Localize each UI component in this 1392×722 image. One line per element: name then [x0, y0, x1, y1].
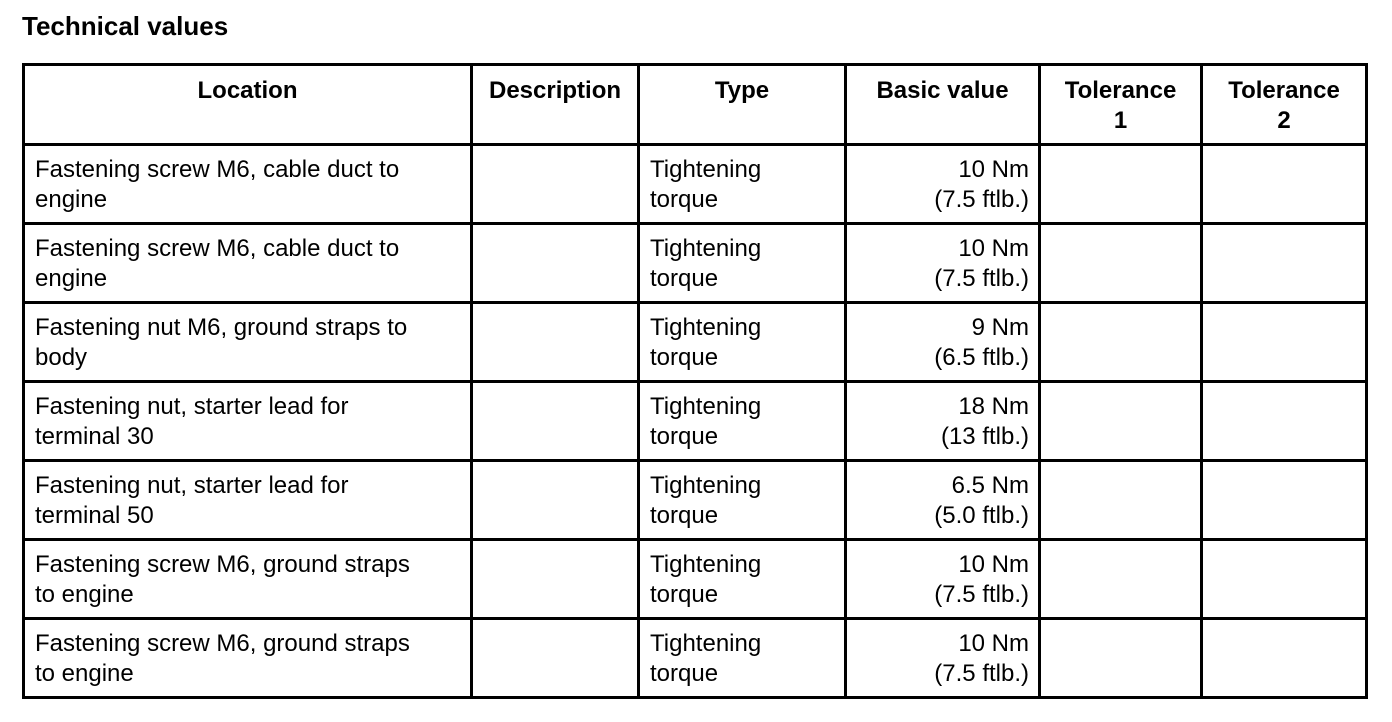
- location-cell: [24, 461, 472, 540]
- type-line-1: Tightening: [650, 314, 762, 341]
- technical-values-table: [22, 63, 1368, 699]
- description-cell: [472, 461, 639, 540]
- location-line-2: body: [35, 344, 88, 371]
- tolerance-1-cell: [1040, 461, 1202, 540]
- type-line-2: torque: [650, 502, 719, 529]
- type-cell: [639, 619, 846, 698]
- type-cell: [639, 145, 846, 224]
- type-cell: [639, 382, 846, 461]
- type-cell: [639, 224, 846, 303]
- location-line-1: Fastening screw M6, cable duct to: [35, 156, 400, 183]
- basic-value-metric: 10 Nm: [958, 156, 1029, 183]
- type-cell: [639, 461, 846, 540]
- basic-value-metric: 10 Nm: [958, 551, 1029, 578]
- header-location-text: Location: [197, 77, 298, 104]
- type-line-2: torque: [650, 581, 719, 608]
- table-row: [24, 303, 1367, 382]
- basic-value-metric: 10 Nm: [958, 235, 1029, 262]
- basic-value-imperial: (5.0 ftlb.): [934, 502, 1029, 529]
- type-line-1: Tightening: [650, 235, 762, 262]
- basic-value-metric: 9 Nm: [971, 314, 1029, 341]
- type-line-1: Tightening: [650, 630, 762, 657]
- basic-value-cell: [846, 619, 1040, 698]
- table-row: [24, 461, 1367, 540]
- basic-value-imperial: (7.5 ftlb.): [934, 186, 1029, 213]
- type-line-2: torque: [650, 265, 719, 292]
- header-basic-value: [846, 65, 1040, 145]
- basic-value-metric: 10 Nm: [958, 630, 1029, 657]
- tolerance-1-cell: [1040, 619, 1202, 698]
- type-cell: [639, 540, 846, 619]
- table-row: [24, 619, 1367, 698]
- location-cell: [24, 303, 472, 382]
- table-row: [24, 224, 1367, 303]
- basic-value-cell: [846, 461, 1040, 540]
- tolerance-1-cell: [1040, 540, 1202, 619]
- header-description-text: Description: [488, 77, 622, 104]
- type-line-1: Tightening: [650, 472, 762, 499]
- basic-value-imperial: (7.5 ftlb.): [934, 265, 1029, 292]
- basic-value-imperial: (7.5 ftlb.): [934, 660, 1029, 687]
- tolerance-1-cell: [1040, 382, 1202, 461]
- table-row: [24, 382, 1367, 461]
- tolerance-2-cell: [1202, 224, 1367, 303]
- description-cell: [472, 540, 639, 619]
- type-cell: [639, 303, 846, 382]
- tolerance-2-cell: [1202, 540, 1367, 619]
- basic-value-cell: [846, 382, 1040, 461]
- type-line-2: torque: [650, 186, 719, 213]
- basic-value-metric: 18 Nm: [958, 393, 1029, 420]
- location-cell: [24, 224, 472, 303]
- location-cell: [24, 540, 472, 619]
- header-description: [472, 65, 639, 145]
- location-line-1: Fastening nut M6, ground straps to: [35, 314, 408, 341]
- tolerance-2-cell: [1202, 461, 1367, 540]
- location-line-2: terminal 30: [35, 423, 154, 450]
- location-line-1: Fastening screw M6, cable duct to: [35, 235, 400, 262]
- tolerance-1-cell: [1040, 303, 1202, 382]
- header-type-text: Type: [714, 77, 770, 104]
- tolerance-2-cell: [1202, 382, 1367, 461]
- location-line-2: terminal 50: [35, 502, 154, 529]
- location-line-2: to engine: [35, 581, 134, 608]
- table-row: [24, 540, 1367, 619]
- location-line-2: engine: [35, 186, 108, 213]
- basic-value-cell: [846, 224, 1040, 303]
- location-line-1: Fastening screw M6, ground straps: [35, 630, 410, 657]
- type-line-1: Tightening: [650, 393, 762, 420]
- basic-value-metric: 6.5 Nm: [951, 472, 1029, 499]
- page-title: Technical values: [22, 11, 229, 41]
- tolerance-1-cell: [1040, 224, 1202, 303]
- basic-value-imperial: (7.5 ftlb.): [934, 581, 1029, 608]
- location-cell: [24, 382, 472, 461]
- header-tolerance-1: [1040, 65, 1202, 145]
- basic-value-imperial: (6.5 ftlb.): [934, 344, 1029, 371]
- header-tolerance-2: [1202, 65, 1367, 145]
- description-cell: [472, 382, 639, 461]
- tolerance-2-cell: [1202, 303, 1367, 382]
- basic-value-imperial: (13 ftlb.): [940, 423, 1029, 450]
- description-cell: [472, 303, 639, 382]
- header-basic-value-text: Basic value: [876, 77, 1009, 104]
- type-line-1: Tightening: [650, 551, 762, 578]
- header-tolerance-1-number: 1: [1113, 107, 1128, 134]
- type-line-1: Tightening: [650, 156, 762, 183]
- tolerance-1-cell: [1040, 145, 1202, 224]
- table-row: [24, 145, 1367, 224]
- header-location: [24, 65, 472, 145]
- location-line-1: Fastening nut, starter lead for: [35, 472, 349, 499]
- description-cell: [472, 224, 639, 303]
- type-line-2: torque: [650, 344, 719, 371]
- header-type: [639, 65, 846, 145]
- type-line-2: torque: [650, 423, 719, 450]
- location-line-2: to engine: [35, 660, 134, 687]
- location-line-1: Fastening nut, starter lead for: [35, 393, 349, 420]
- header-tolerance-2-text: Tolerance: [1228, 77, 1340, 104]
- header-tolerance-2-number: 2: [1277, 107, 1291, 134]
- basic-value-cell: [846, 145, 1040, 224]
- type-line-2: torque: [650, 660, 719, 687]
- basic-value-cell: [846, 540, 1040, 619]
- tolerance-2-cell: [1202, 619, 1367, 698]
- header-tolerance-1-text: Tolerance: [1064, 77, 1177, 104]
- description-cell: [472, 145, 639, 224]
- location-cell: [24, 619, 472, 698]
- description-cell: [472, 619, 639, 698]
- header-row: [24, 65, 1367, 145]
- basic-value-cell: [846, 303, 1040, 382]
- location-cell: [24, 145, 472, 224]
- location-line-1: Fastening screw M6, ground straps: [35, 551, 410, 578]
- location-line-2: engine: [35, 265, 108, 292]
- tolerance-2-cell: [1202, 145, 1367, 224]
